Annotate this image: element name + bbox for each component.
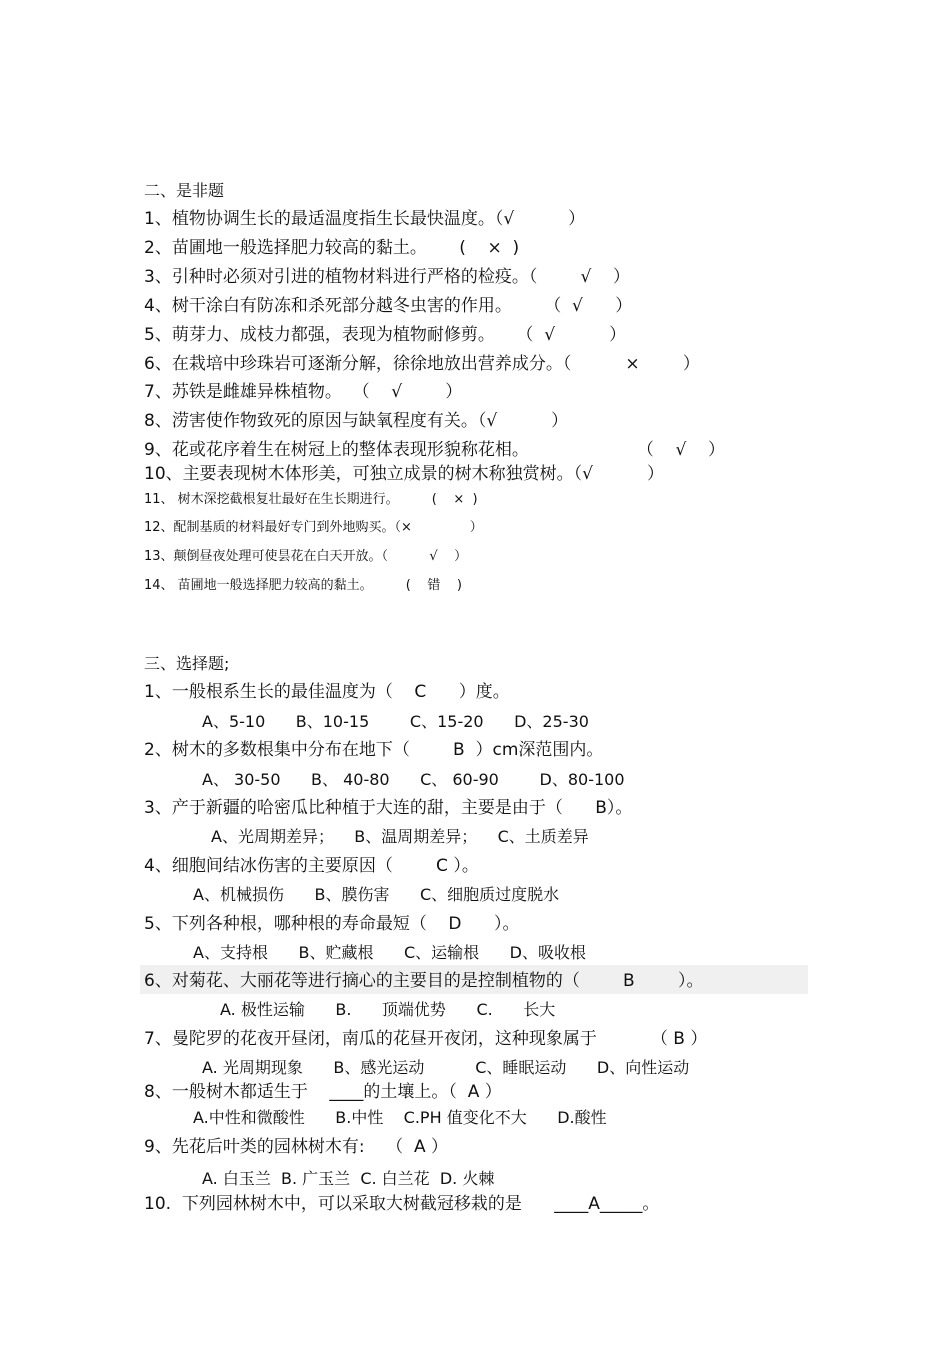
tf-item: 2、苗圃地一般选择肥力较高的黏土。 ( × ) (144, 238, 520, 258)
tf-item: 1、植物协调生长的最适温度指生长最快温度。（√ ） (144, 209, 586, 229)
mc-options: A.中性和微酸性 B.中性 C.PH 值变化不大 D.酸性 (193, 1108, 607, 1127)
tf-item: 14、 苗圃地一般选择肥力较高的黏土。 ( 错 ) (144, 578, 462, 593)
mc-question: 10. 下列园林树木中，可以采取大树截冠移栽的是 ____A_____。 (144, 1194, 660, 1214)
mc-question: 9、先花后叶类的园林树木有: （ A ） (144, 1137, 448, 1157)
mc-options: A. 极性运输 B. 顶端优势 C. 长大 (220, 1000, 556, 1019)
tf-item: 13、颠倒昼夜处理可使昙花在白天开放。（ √ ） (144, 549, 468, 564)
mc-options: A、支持根 B、贮藏根 C、运输根 D、吸收根 (193, 943, 586, 962)
mc-question: 5、下列各种根，哪种根的寿命最短（ D ）。 (144, 914, 520, 934)
mc-question: 1、一般根系生长的最佳温度为（ C ）度。 (144, 682, 510, 702)
mc-question: 2、树木的多数根集中分布在地下（ B ）cm深范围内。 (144, 740, 604, 760)
mc-options: A、光周期差异； B、温周期差异； C、土质差异 (211, 827, 589, 846)
tf-item: 5、萌芽力、成枝力都强，表现为植物耐修剪。 （ √ ） (144, 325, 627, 345)
mc-question: 8、一般树木都适生于 ____的土壤上。（ A ） (144, 1082, 502, 1102)
tf-item: 6、在栽培中珍珠岩可逐渐分解，徐徐地放出营养成分。（ × ） (144, 354, 700, 374)
mc-question: 7、曼陀罗的花夜开昼闭，南瓜的花昼开夜闭，这种现象属于 （ B ） (144, 1029, 708, 1049)
mc-options: A. 白玉兰 B. 广玉兰 C. 白兰花 D. 火棘 (202, 1169, 495, 1188)
tf-item: 3、引种时必须对引进的植物材料进行严格的检疫。（ √ ） (144, 267, 630, 287)
tf-item: 10、主要表现树木体形美，可独立成景的树木称独赏树。（√ ） (144, 464, 665, 484)
section-heading-true-false: 二、是非题 (144, 181, 225, 200)
mc-options: A、5-10 B、10-15 C、15-20 D、25-30 (202, 712, 589, 731)
tf-item: 11、 树木深挖截根复壮最好在生长期进行。 ( × ) (144, 492, 478, 507)
mc-question: 6、对菊花、大丽花等进行摘心的主要目的是控制植物的（ B ）。 (144, 971, 704, 991)
tf-item: 9、花或花序着生在树冠上的整体表现形貌称花相。 （ √ ） (144, 440, 725, 460)
tf-item: 7、苏铁是雌雄异株植物。 （ √ ） (144, 382, 463, 402)
tf-item: 8、涝害使作物致死的原因与缺氧程度有关。（√ ） (144, 411, 569, 431)
tf-item: 4、树干涂白有防冻和杀死部分越冬虫害的作用。 （ √ ） (144, 296, 633, 316)
tf-item: 12、配制基质的材料最好专门到外地购买。（× ） (144, 520, 483, 535)
mc-options: A. 光周期现象 B、感光运动 C、睡眠运动 D、向性运动 (202, 1058, 690, 1077)
mc-question: 4、细胞间结冰伤害的主要原因（ C ）。 (144, 856, 479, 876)
mc-question: 3、产于新疆的哈密瓜比种植于大连的甜，主要是由于（ B）。 (144, 798, 633, 818)
mc-options: A、机械损伤 B、膜伤害 C、细胞质过度脱水 (193, 885, 560, 904)
mc-options: A、 30-50 B、 40-80 C、 60-90 D、80-100 (202, 770, 625, 789)
section-heading-multiple-choice: 三、选择题; (144, 654, 230, 673)
